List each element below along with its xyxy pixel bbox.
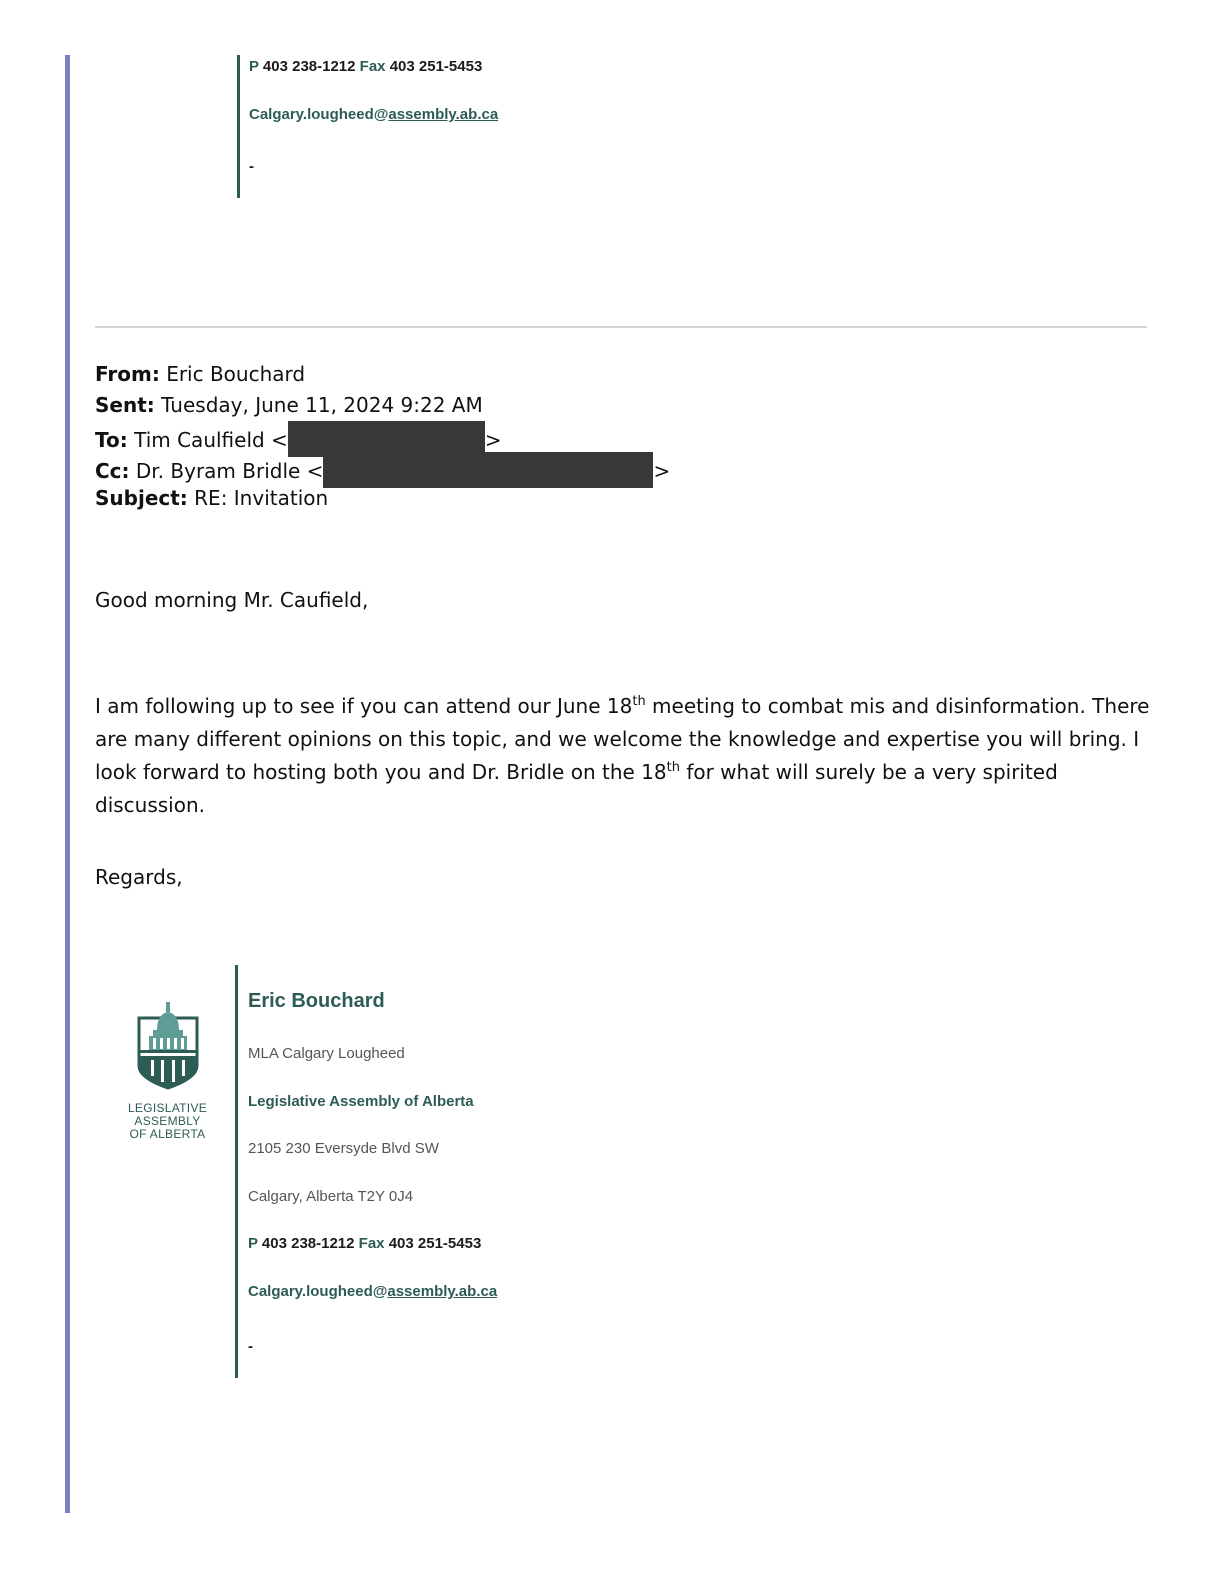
ordinal-suffix: th	[666, 760, 680, 775]
top-signature-email-line	[249, 106, 498, 123]
sent-row	[95, 390, 670, 421]
top-signature-dash: -	[249, 158, 254, 175]
cc-value: Dr. Byram Bridle <	[135, 459, 324, 483]
sent-value: Tuesday, June 11, 2024 9:22 AM	[161, 393, 483, 417]
to-label: To:	[95, 428, 128, 452]
ordinal-suffix: th	[632, 694, 646, 709]
fax-label: Fax	[359, 58, 386, 75]
email-header	[95, 359, 670, 514]
signature-address-1: 2105 230 Eversyde Blvd SW	[248, 1140, 439, 1157]
paragraph-part-1: I am following up to see if you can attend our June 18	[95, 694, 633, 718]
signature-email-line	[248, 1283, 497, 1300]
signature-title: MLA Calgary Lougheed	[248, 1045, 405, 1062]
fax-label: Fax	[358, 1235, 385, 1252]
dome-crest-icon	[133, 1000, 203, 1092]
logo-text-line: LEGISLATIVE	[127, 1101, 208, 1115]
logo-text-line: OF ALBERTA	[129, 1127, 206, 1141]
top-signature-phone-line	[249, 58, 482, 75]
signature-dash: -	[248, 1338, 253, 1355]
signature-address-2: Calgary, Alberta T2Y 0J4	[248, 1188, 414, 1205]
paragraph-part-2: meeting to combat mis and disinformation. There are many different opinions on this topic, and we welcome the knowledge and expertise you will bring. I look forward to hosting both you and Dr. Bridle on the 18	[95, 694, 1150, 784]
cc-label: Cc:	[95, 459, 130, 483]
signature-phone-line	[248, 1235, 481, 1252]
email-user: Calgary.lougheed@	[248, 1283, 388, 1300]
signature-name: Eric Bouchard	[248, 990, 385, 1012]
phone-number: 403 238-1212	[262, 58, 356, 75]
subject-value: RE: Invitation	[194, 486, 329, 510]
cc-row	[95, 452, 670, 483]
from-label: From:	[95, 362, 160, 386]
to-row	[95, 421, 670, 452]
redaction-box	[323, 452, 653, 488]
sent-label: Sent:	[95, 393, 155, 417]
legislative-assembly-logo	[120, 1000, 215, 1141]
greeting: Good morning Mr. Caufield,	[95, 588, 369, 612]
paragraph-part-3: for what will surely be a very spirited discussion.	[95, 760, 1058, 817]
logo-text-line: ASSEMBLY	[134, 1114, 201, 1128]
phone-number: 403 238-1212	[261, 1235, 355, 1252]
cc-close: >	[653, 459, 671, 483]
email-domain-link[interactable]: assembly.ab.ca	[387, 1283, 498, 1300]
closing: Regards,	[95, 865, 183, 889]
phone-label: P	[249, 58, 259, 75]
to-value: Tim Caulfield <	[134, 428, 288, 452]
message-divider	[95, 326, 1147, 328]
fax-number: 403 251-5453	[389, 58, 483, 75]
fax-number: 403 251-5453	[388, 1235, 482, 1252]
signature-org: Legislative Assembly of Alberta	[248, 1093, 474, 1110]
from-value: Eric Bouchard	[166, 362, 306, 386]
top-signature-rule	[237, 55, 240, 198]
signature-rule	[235, 965, 238, 1378]
email-domain-link[interactable]: assembly.ab.ca	[388, 106, 499, 123]
quoted-message-bar	[65, 55, 70, 1513]
body-paragraph	[95, 690, 1155, 822]
to-close: >	[484, 428, 502, 452]
email-user: Calgary.lougheed@	[249, 106, 389, 123]
phone-label: P	[248, 1235, 258, 1252]
from-row	[95, 359, 670, 390]
subject-label: Subject:	[95, 486, 188, 510]
